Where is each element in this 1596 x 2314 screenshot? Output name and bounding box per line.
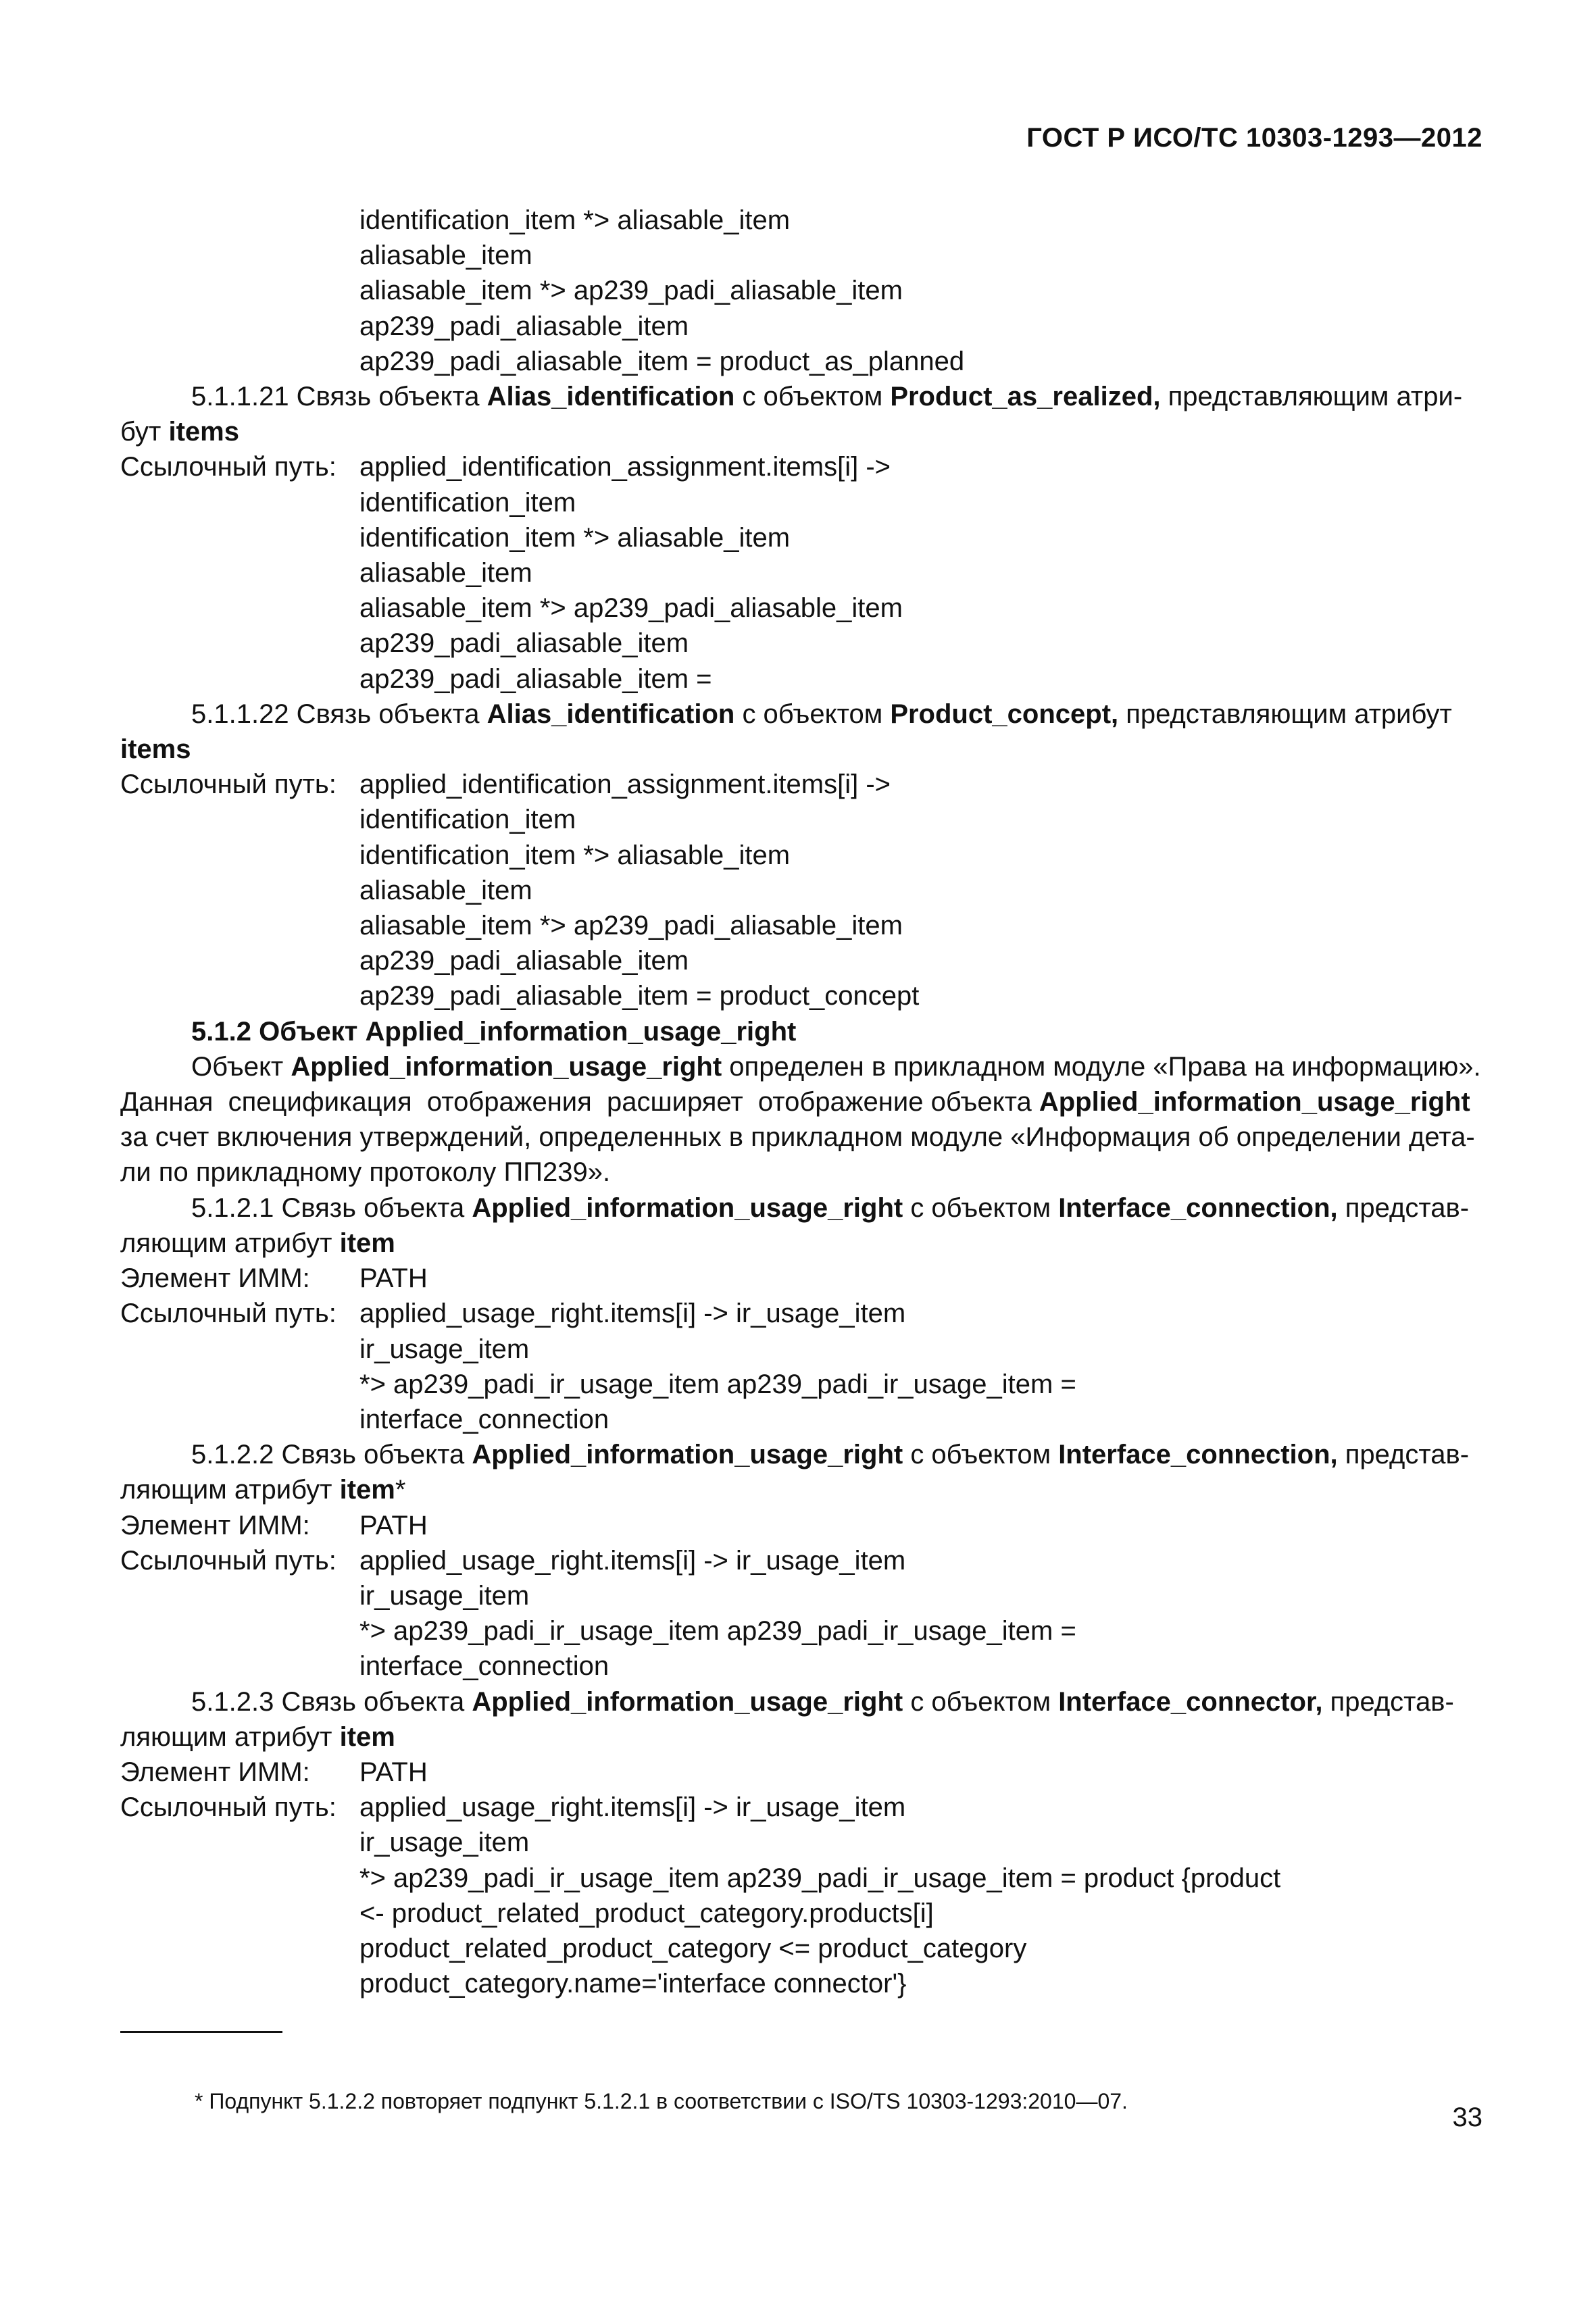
page-number: 33 [1452, 2103, 1482, 2132]
imm-label: Элемент ИММ: [120, 1510, 310, 1540]
ref-path-line: ir_usage_item [359, 1828, 530, 1858]
ref-path-line: aliasable_item [359, 558, 532, 588]
ref-path-line: aliasable_item [359, 875, 532, 905]
ref-path-line: aliasable_item *> ap239_padi_aliasable_item [359, 276, 903, 306]
clause-5-1-1-22-title: 5.1.1.22 Связь объекта Alias_identification с объектом Product_concept, представляющим атрибут [191, 699, 1452, 729]
clause-5-1-2-1-title: 5.1.2.1 Связь объекта Applied_information_usage_right с объектом Interface_connection, представ- [191, 1192, 1470, 1223]
ref-path-line: aliasable_item [359, 241, 532, 271]
clause-5-1-2-2-title: 5.1.2.2 Связь объекта Applied_information_usage_right с объектом Interface_connection, представ- [191, 1440, 1470, 1470]
paragraph-line: Данная спецификация отображения расширяет отображение объекта Applied_information_usage_right [120, 1087, 1470, 1117]
ref-path-line: identification_item [359, 805, 576, 835]
ref-path-label: Ссылочный путь: [120, 1545, 336, 1576]
ref-path-line: ap239_padi_aliasable_item [359, 628, 689, 659]
ref-path-line: product_category.name='interface connector'} [359, 1969, 907, 1999]
ref-path-label: Ссылочный путь: [120, 770, 336, 800]
ref-path-line: applied_identification_assignment.items[i] -> [359, 770, 891, 800]
paragraph-line: ли по прикладному протоколу ПП239». [120, 1157, 611, 1188]
ref-path-label: Ссылочный путь: [120, 1792, 336, 1823]
ref-path-row [120, 1790, 1478, 1825]
ref-path-line: product_related_product_category <= product_category [359, 1933, 1027, 1963]
clause-5-1-2-2-title-cont: ляющим атрибут item* [120, 1475, 406, 1505]
paragraph-line: Объект Applied_information_usage_right определен в прикладном модуле «Права на информацию». [191, 1051, 1481, 1082]
imm-row [120, 1261, 1478, 1296]
ref-path-line: interface_connection [359, 1404, 609, 1434]
paragraph-line: за счет включения утверждений, определенных в прикладном модуле «Информация об определении дета- [120, 1122, 1475, 1153]
ref-path-line: applied_usage_right.items[i] -> ir_usage_item [359, 1792, 906, 1823]
imm-label: Элемент ИММ: [120, 1757, 310, 1787]
document-header: ГОСТ Р ИСО/ТС 10303-1293—2012 [1026, 123, 1482, 153]
ref-path-label: Ссылочный путь: [120, 1299, 336, 1329]
clause-5-1-2-3-title-cont: ляющим атрибут item [120, 1721, 395, 1752]
ref-path-line: applied_identification_assignment.items[i] -> [359, 452, 891, 482]
ref-path-line: identification_item *> aliasable_item [359, 205, 791, 235]
footnote-marker: * [395, 1475, 406, 1505]
imm-row [120, 1755, 1478, 1790]
ref-path-row [120, 449, 1478, 484]
imm-value: PATH [359, 1510, 428, 1540]
ref-path-line: applied_usage_right.items[i] -> ir_usage_item [359, 1299, 906, 1329]
clause-5-1-2-1-title-cont: ляющим атрибут item [120, 1228, 395, 1258]
ref-path-line: <- product_related_product_category.products[i] [359, 1898, 934, 1928]
ref-path-line: ap239_padi_aliasable_item [359, 946, 689, 976]
ref-path-line: ap239_padi_aliasable_item = [359, 663, 712, 694]
ref-path-line: ap239_padi_aliasable_item = product_concept [359, 981, 920, 1011]
imm-value: PATH [359, 1757, 428, 1787]
ref-path-row [120, 1296, 1478, 1331]
ref-path-row [120, 1543, 1478, 1578]
ref-path-line: *> ap239_padi_ir_usage_item ap239_padi_ir_usage_item = [359, 1369, 1076, 1399]
ref-path-line: aliasable_item *> ap239_padi_aliasable_item [359, 911, 903, 941]
ref-path-line: *> ap239_padi_ir_usage_item ap239_padi_ir_usage_item = [359, 1616, 1076, 1646]
clause-5-1-1-21-title-cont: бут items [120, 417, 239, 447]
ref-path-line: identification_item *> aliasable_item [359, 840, 791, 870]
clause-5-1-1-22-attr: items [120, 734, 191, 765]
imm-value: PATH [359, 1263, 428, 1294]
ref-path-line: ir_usage_item [359, 1334, 530, 1364]
imm-label: Элемент ИММ: [120, 1263, 310, 1294]
document-body [120, 203, 1481, 2001]
ref-path-line: ap239_padi_aliasable_item [359, 311, 689, 341]
section-5-1-2-heading: 5.1.2 Объект Applied_information_usage_right [191, 1016, 797, 1047]
ref-path-line: identification_item [359, 487, 576, 518]
ref-path-line: aliasable_item *> ap239_padi_aliasable_item [359, 593, 903, 624]
ref-path-row [120, 767, 1478, 802]
footnote: * Подпункт 5.1.2.2 повторяет подпункт 5.1.2.1 в соответствии с ISO/TS 10303-1293:2010—07. [195, 2089, 1128, 2113]
ref-path-line: identification_item *> aliasable_item [359, 522, 791, 553]
ref-path-line: *> ap239_padi_ir_usage_item ap239_padi_ir_usage_item = product {product [359, 1863, 1281, 1893]
clause-5-1-2-3-title: 5.1.2.3 Связь объекта Applied_information_usage_right с объектом Interface_connector, представ- [191, 1686, 1454, 1717]
imm-row [120, 1508, 1478, 1543]
clause-5-1-1-21-title: 5.1.1.21 Связь объекта Alias_identification с объектом Product_as_realized, представляющим атри- [191, 382, 1463, 412]
ref-path-line: ap239_padi_aliasable_item = product_as_planned [359, 346, 965, 376]
ref-path-line: ir_usage_item [359, 1580, 530, 1611]
ref-path-line: interface_connection [359, 1651, 609, 1682]
footnote-divider [120, 2031, 282, 2033]
ref-path-label: Ссылочный путь: [120, 452, 336, 482]
ref-path-line: applied_usage_right.items[i] -> ir_usage_item [359, 1545, 906, 1576]
